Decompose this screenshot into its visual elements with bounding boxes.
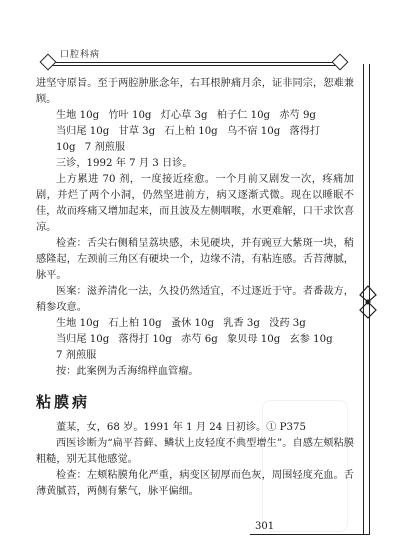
herb: 10g	[56, 142, 76, 153]
herb: 柏子仁 10g	[216, 110, 271, 121]
paragraph: 进坚守原旨。至于两腔肿胀念年，右耳根肿痛月余，证非同宗，恕难兼顾。	[36, 78, 354, 105]
herb: 当归尾 10g	[56, 334, 110, 345]
herb: 赤芍 6g	[181, 334, 218, 345]
herb: 落得打 10g	[118, 334, 172, 345]
paragraph: 上方累进 70 剂，一度接近痊愈。一个月前又剧发一次，疼痛加剧，并烂了两个小洞，仍然坚进前方，病又逐渐式微。现在以睡眠不佳，故而疼痛又增加起来，而且波及左侧咽喉，水更难解，口干求饮喜凉。	[36, 174, 354, 233]
corner-ornament-right	[332, 54, 349, 71]
paragraph: 检查：左颊粘膜角化严重，病变区韧厚而色灰，周围轻度充血。舌薄黄腻苔，两侧有紫气，脉平偏细。	[36, 470, 354, 497]
prescription-block	[36, 316, 354, 364]
prescription-line	[56, 348, 354, 364]
dosage-note: 7 剂煎服	[56, 350, 97, 361]
prescription-line	[56, 108, 354, 124]
prescription-line	[56, 124, 354, 140]
header-rule-thin	[50, 65, 340, 66]
prescription-line	[56, 332, 354, 348]
herb: 石上柏 10g	[108, 318, 162, 329]
herb: 没药 3g	[269, 318, 306, 329]
dosage-note: 7 剂煎服	[84, 142, 126, 153]
herb: 蚤休 10g	[170, 318, 215, 329]
herb: 生地 10g	[56, 110, 100, 121]
body-text	[36, 76, 354, 500]
page-number: 301	[255, 521, 275, 532]
paragraph: 医案：滋养清化一法，久投仍然适宜，不过逐近于守。者番裁方，稍参攻意。	[36, 286, 354, 313]
herb: 生地 10g	[56, 318, 100, 329]
herb: 竹叶 10g	[108, 110, 152, 121]
herb: 乳香 3g	[223, 318, 260, 329]
herb: 乌不宿 10g	[226, 126, 281, 137]
paragraph: 西医诊断为“扁平苔藓、鳞状上皮轻度不典型增生”。自感左颊粘膜粗糙，别无其他感觉。	[36, 438, 354, 465]
paragraph: 三诊，1992 年 7 月 3 日诊。	[56, 158, 193, 169]
prescription-line	[56, 316, 354, 332]
paragraph: 按：此案例为舌海绵样血管瘤。	[56, 366, 199, 377]
prescription-line	[56, 140, 354, 156]
header-rule	[50, 62, 340, 63]
herb: 玄参 10g	[289, 334, 333, 345]
herb: 赤芍 9g	[279, 110, 316, 121]
frame-bottom-line	[250, 534, 370, 535]
paragraph: 董某，女，68 岁。1991 年 1 月 24 日初诊。① P375	[56, 422, 306, 433]
section-title: 粘膜病	[36, 393, 91, 411]
herb: 象贝母 10g	[226, 334, 281, 345]
herb: 灯心草 3g	[160, 110, 208, 121]
paragraph: 检查：舌尖右侧稍呈荔块感，未见硬块，并有豌豆大紫斑一块，稍感隆起，左颈前三角区有硬块一个，边缘不清，有粘连感。舌苔薄腻，脉平。	[36, 238, 354, 281]
prescription-block	[36, 108, 354, 156]
herb: 落得打	[289, 126, 321, 137]
herb: 甘草 3g	[118, 126, 156, 137]
corner-ornament-left	[40, 54, 57, 71]
side-ornament-icon	[358, 285, 378, 319]
herb: 石上柏 10g	[164, 126, 218, 137]
herb: 当归尾 10g	[56, 126, 110, 137]
running-header: 口腔科病	[60, 50, 101, 60]
